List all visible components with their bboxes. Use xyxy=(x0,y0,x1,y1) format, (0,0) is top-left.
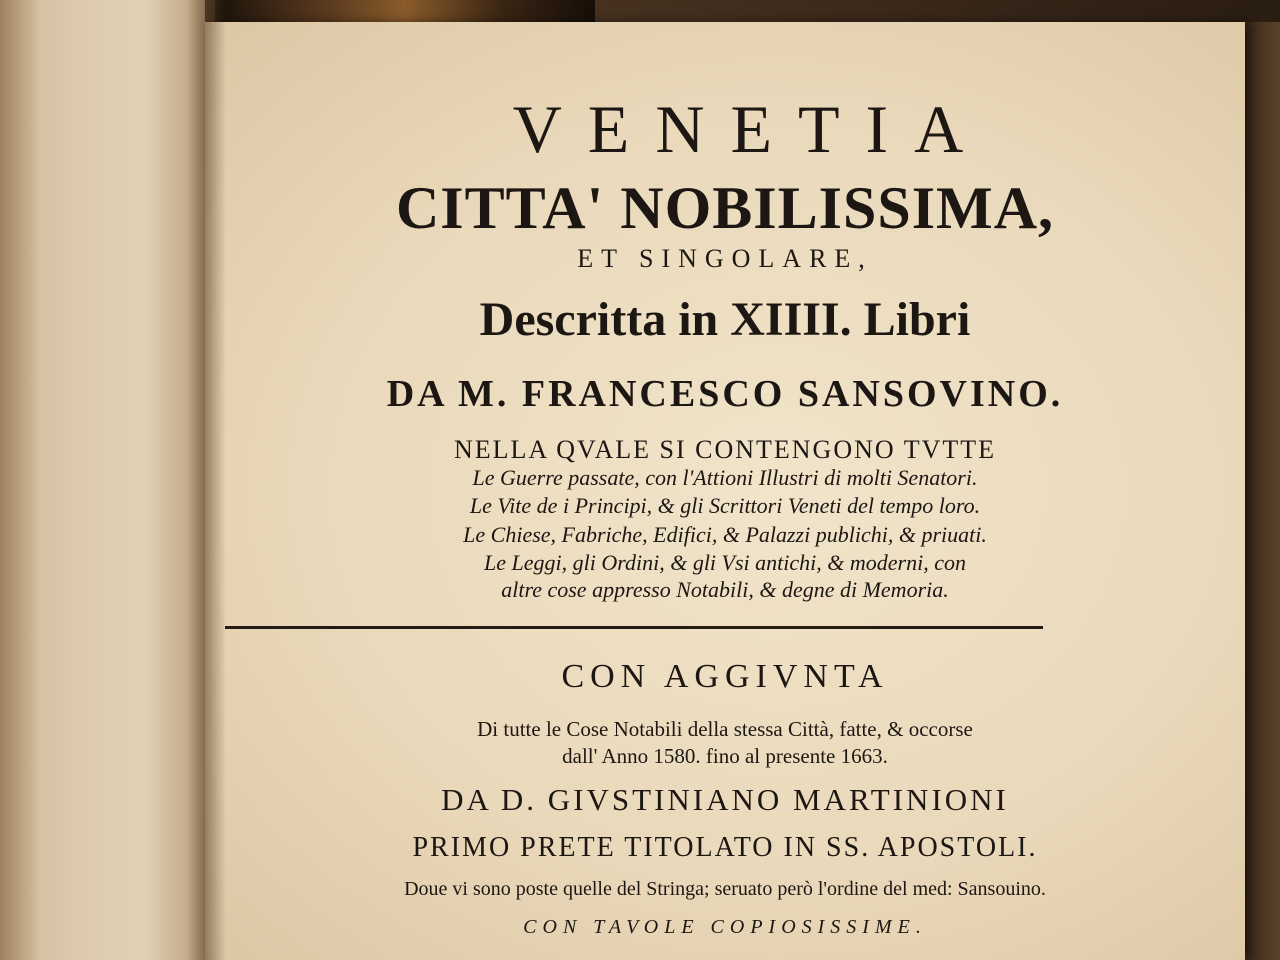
contents-line: Le Guerre passate, con l'Attioni Illustri di molti Senatori. xyxy=(472,465,978,490)
book-subtitle: CITTA' NOBILISSIMA, xyxy=(395,175,1055,241)
addition-line: Di tutte le Cose Notabili della stessa Città, fatte, & occorse xyxy=(477,717,973,741)
contents-line: Le Chiese, Fabriche, Edifici, & Palazzi publichi, & priuati. xyxy=(463,522,987,547)
background-object xyxy=(215,0,595,24)
horizontal-rule xyxy=(225,626,1043,629)
title-page-text xyxy=(205,22,1245,960)
contents-intro: NELLA QVALE SI CONTENGONO TVTTE xyxy=(454,435,996,464)
tables-line: CON TAVOLE COPIOSISSIME. xyxy=(523,916,927,938)
book-title: VENETIA xyxy=(512,91,990,167)
left-page-edge xyxy=(0,0,40,960)
contents-line: Le Leggi, gli Ordini, & gli Vsi antichi, & moderni, con xyxy=(484,550,966,575)
book-description: Descritta in XIIII. Libri xyxy=(479,293,971,346)
contents-line: Le Vite de i Principi, & gli Scrittori Veneti del tempo loro. xyxy=(469,493,981,518)
contents-line: altre cose appresso Notabili, & degne di Memoria. xyxy=(501,577,949,602)
book-subtitle-2: ET SINGOLARE, xyxy=(577,244,873,273)
addition-heading: CON AGGIVNTA xyxy=(561,658,889,695)
note-line: Doue vi sono poste quelle del Stringa; seruato però l'ordine del med: Sansouino. xyxy=(404,878,1046,900)
author-line: DA M. FRANCESCO SANSOVINO. xyxy=(386,373,1064,415)
editor-line: DA D. GIVSTINIANO MARTINIONI xyxy=(441,782,1009,817)
addition-line: dall' Anno 1580. fino al presente 1663. xyxy=(562,744,888,768)
editor-title-line: PRIMO PRETE TITOLATO IN SS. APOSTOLI. xyxy=(412,832,1038,863)
